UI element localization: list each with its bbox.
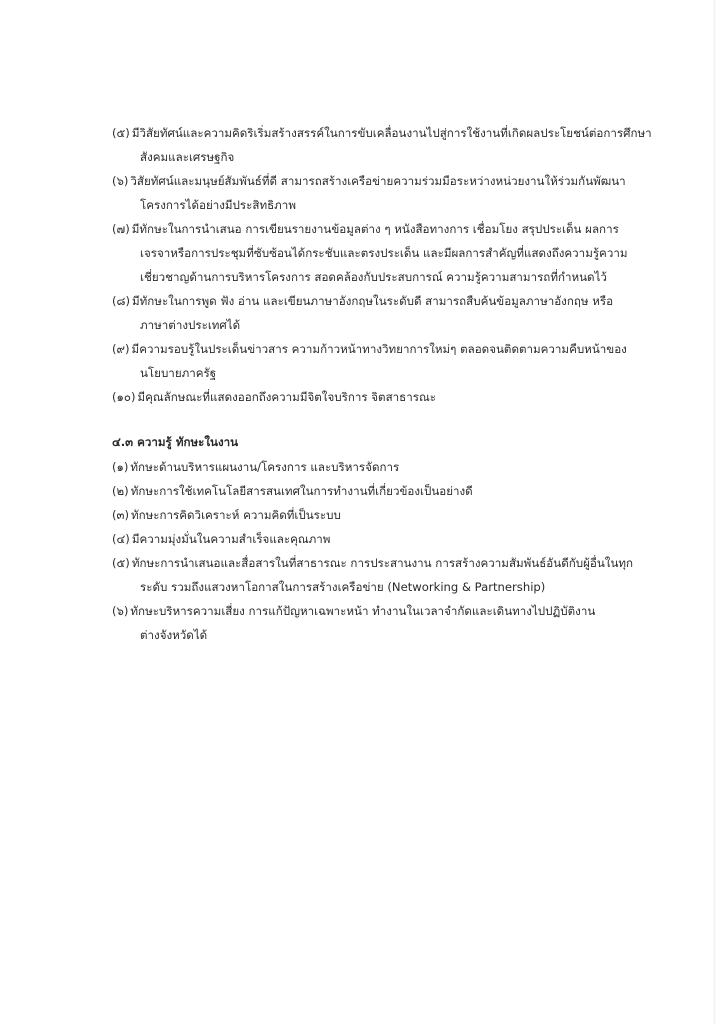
list-item [112,289,652,313]
item-number: (๗) [112,222,130,236]
item-continuation: โครงการได้อย่างมีประสิทธิภาพ [140,198,296,212]
list-item [112,121,652,145]
item-text: ทักษะด้านบริหารแผนงาน/โครงการ และบริหารจัดการ [130,460,400,474]
item-text: ทักษะการใช้เทคโนโลยีสารสนเทศในการทำงานที่เกี่ยวข้องเป็นอย่างดี [130,484,473,498]
item-number: (๖) [112,174,129,188]
item-text: ทักษะการนำเสนอและสื่อสารในที่สาธารณะ การประสานงาน การสร้างความสัมพันธ์อันดีกับผู้อื่นในทุก [131,556,634,570]
item-number: (๑) [112,460,129,474]
item-text: วิสัยทัศน์และมนุษย์สัมพันธ์ที่ดี สามารถสร้างเครือข่ายความร่วมมือระหว่างหน่วยงานให้ร่วมกันพัฒนา [130,174,626,188]
item-continuation: ต่างจังหวัดได้ [140,628,208,642]
item-number: (๓) [112,508,129,522]
item-number: (๙) [112,342,130,356]
skills-list [112,455,652,647]
list-item [112,385,652,409]
item-text: ทักษะบริหารความเสี่ยง การแก้ปัญหาเฉพาะหน้า ทำงานในเวลาจำกัดและเดินทางไปปฏิบัติงาน [130,604,596,618]
item-continuation: นโยบายภาครัฐ [140,366,217,380]
item-text: ทักษะการคิดวิเคราะห์ ความคิดที่เป็นระบบ [130,508,341,522]
list-item [112,169,652,193]
item-number: (๑๐) [112,390,136,404]
list-item [112,479,652,503]
item-number: (๕) [112,126,130,140]
item-continuation: ระดับ รวมถึงแสวงหาโอกาสในการสร้างเครือข่าย (Networking & Partnership) [140,580,546,594]
list-item [112,337,652,361]
list-item [112,551,652,575]
item-text: มีวิสัยทัศน์และความคิดริเริ่มสร้างสรรค์ในการขับเคลื่อนงานไปสู่การใช้งานที่เกิดผลประโยชน์ต่อการศึกษา [131,126,652,140]
list-item [112,527,652,551]
item-number: (๒) [112,484,129,498]
item-text: มีความรอบรู้ในประเด็นข่าวสาร ความก้าวหน้าทางวิทยาการใหม่ๆ ตลอดจนติดตามความคืบหน้าของ [131,342,627,356]
list-item [112,599,652,623]
item-number: (๖) [112,604,129,618]
item-text: มีทักษะในการพูด ฟัง อ่าน และเขียนภาษาอังกฤษในระดับดี สามารถสืบค้นข้อมูลภาษาอังกฤษ หรือ [132,294,614,308]
item-text: มีความมุ่งมั่นในความสำเร็จและคุณภาพ [131,532,331,546]
item-continuation: เชี่ยวชาญด้านการบริหารโครงการ สอดคล้องกับประสบการณ์ ความรู้ความสามารถที่กำหนดไว้ [140,270,607,284]
item-text: มีทักษะในการนำเสนอ การเขียนรายงานข้อมูลต่าง ๆ หนังสือทางการ เชื่อมโยง สรุปประเด็น ผลการ [131,222,619,236]
item-continuation: เจรจาหรือการประชุมที่ซับซ้อนได้กระชับและตรงประเด็น และมีผลการสำคัญที่แสดงถึงความรู้ความ [140,246,628,260]
section-heading: ๔.๓ ความรู้ ทักษะในงาน [112,435,239,449]
list-item [112,455,652,479]
scan-edge-shadow [713,0,716,1024]
list-item [112,217,652,241]
qualification-list [112,121,652,409]
item-number: (๔) [112,532,130,546]
item-number: (๕) [112,556,130,570]
item-text: มีคุณลักษณะที่แสดงออกถึงความมีจิตใจบริการ จิตสาธารณะ [137,390,436,404]
item-continuation: สังคมและเศรษฐกิจ [140,150,235,164]
list-item [112,503,652,527]
item-continuation: ภาษาต่างประเทศได้ [140,318,241,332]
item-number: (๘) [112,294,130,308]
